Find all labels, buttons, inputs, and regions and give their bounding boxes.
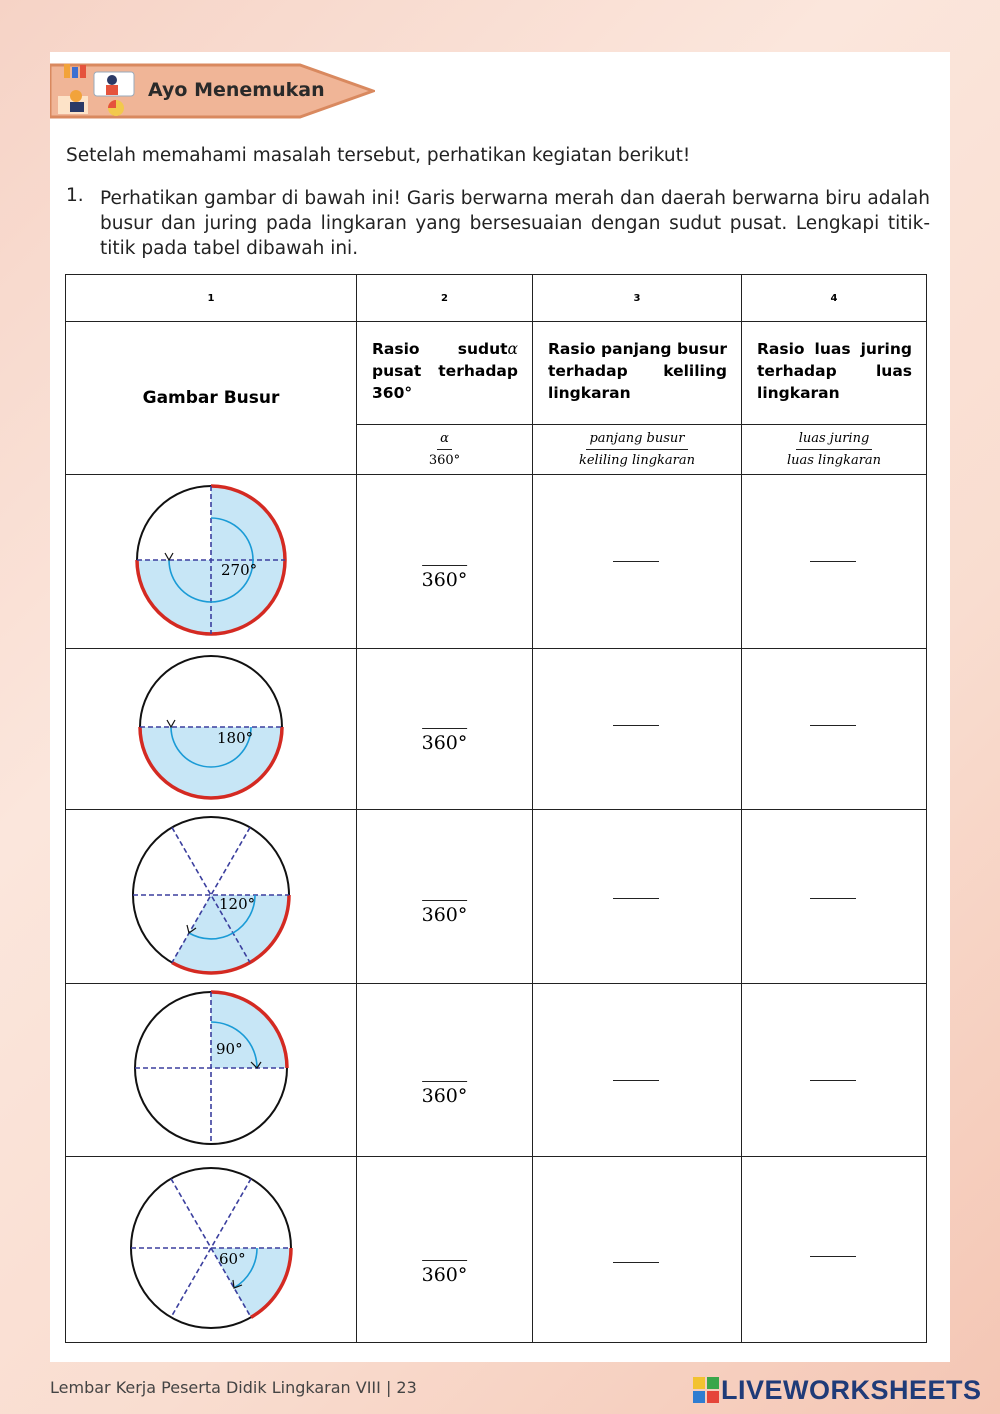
formula-numerator: panjang busur [586, 431, 687, 450]
answer-blank[interactable] [613, 898, 659, 899]
angle-label: 60° [219, 1249, 246, 1268]
formula-numerator: luas juring [796, 431, 873, 450]
formula-denominator: keliling lingkaran [578, 453, 695, 468]
answer-blank[interactable] [810, 898, 856, 899]
answer-cell-busur[interactable] [533, 649, 742, 810]
answer-cell-busur[interactable] [533, 475, 742, 649]
column-number: 3 [533, 275, 742, 322]
denominator-360: 360° [422, 728, 468, 754]
answer-blank[interactable] [613, 561, 659, 562]
answer-blank[interactable] [810, 561, 856, 562]
formula-juring [742, 425, 927, 475]
liveworksheets-icon [693, 1377, 719, 1403]
answer-blank[interactable] [613, 1262, 659, 1263]
table-row [66, 475, 927, 649]
column-number: 4 [742, 275, 927, 322]
header-row [66, 322, 927, 425]
answer-blank[interactable] [810, 1256, 856, 1257]
answer-cell-juring[interactable] [742, 475, 927, 649]
answer-cell-sudut [357, 649, 533, 810]
banner-title: Ayo Menemukan [148, 79, 325, 101]
arrow-icon [167, 720, 175, 727]
answer-blank[interactable] [613, 1080, 659, 1081]
liveworksheets-logo [693, 1374, 982, 1406]
angle-label: 120° [219, 894, 256, 913]
formula-denominator: luas lingkaran [786, 453, 882, 468]
answer-blank[interactable] [810, 1080, 856, 1081]
formula-denominator: 360° [428, 453, 461, 468]
answer-cell-sudut [357, 984, 533, 1157]
header-gambar-busur: Gambar Busur [66, 322, 357, 475]
formula-busur [533, 425, 742, 475]
table-row [66, 810, 927, 984]
footer-text: Lembar Kerja Peserta Didik Lingkaran VIII | 23 [50, 1378, 417, 1397]
header-panjang-busur: Rasio panjang busur terhadap keliling lingkaran [533, 322, 742, 425]
circle-figure-120 [129, 813, 293, 977]
answer-cell-busur[interactable] [533, 1157, 742, 1343]
column-number: 1 [66, 275, 357, 322]
denominator-360: 360° [422, 1260, 468, 1286]
header-sudut-pusat [357, 322, 533, 425]
column-number-row [66, 275, 927, 322]
denominator-360: 360° [422, 1081, 468, 1107]
arc-figure-cell [66, 649, 357, 810]
alpha-symbol: α [507, 340, 518, 358]
answer-cell-juring[interactable] [742, 649, 927, 810]
answer-cell-busur[interactable] [533, 984, 742, 1157]
answer-cell-busur[interactable] [533, 810, 742, 984]
intro-text: Setelah memahami masalah tersebut, perhatikan kegiatan berikut! [66, 145, 691, 166]
ratio-table [65, 274, 927, 1343]
denominator-360: 360° [422, 900, 468, 926]
angle-label: 270° [221, 560, 258, 579]
header-luas-juring: Rasio luas juring terhadap luas lingkaran [742, 322, 927, 425]
table-row [66, 649, 927, 810]
formula-sudut [357, 425, 533, 475]
answer-blank[interactable] [613, 725, 659, 726]
circle-figure-180 [135, 651, 287, 803]
column-number: 2 [357, 275, 533, 322]
table-row [66, 1157, 927, 1343]
answer-cell-sudut [357, 475, 533, 649]
circle-figure-90 [131, 988, 291, 1148]
table-row [66, 984, 927, 1157]
question-number: 1. [66, 185, 84, 206]
arc-figure-cell [66, 1157, 357, 1343]
angle-label: 90° [216, 1040, 243, 1058]
angle-label: 180° [217, 729, 254, 747]
arrow-icon [165, 553, 173, 560]
arc-figure-cell [66, 810, 357, 984]
header-sudut-pusat-label: Rasio sudut pusat terhadap 360° [372, 340, 518, 402]
formula-numerator: α [437, 431, 452, 450]
answer-blank[interactable] [810, 725, 856, 726]
answer-cell-sudut [357, 810, 533, 984]
denominator-360: 360° [422, 565, 468, 591]
answer-cell-juring[interactable] [742, 984, 927, 1157]
answer-cell-juring[interactable] [742, 1157, 927, 1343]
answer-cell-sudut [357, 1157, 533, 1343]
question-text: Perhatikan gambar di bawah ini! Garis berwarna merah dan daerah berwarna biru adalah busur dan juring pada lingkaran yang bersesuaian dengan sudut pusat. Lengkapi titik-titik pada tabel dibawah ini. [100, 188, 930, 259]
circle-figure-270 [131, 480, 291, 640]
answer-cell-juring[interactable] [742, 810, 927, 984]
arc-figure-cell [66, 984, 357, 1157]
arc-figure-cell [66, 475, 357, 649]
circle-figure-60 [128, 1165, 294, 1331]
liveworksheets-wordmark: LIVEWORKSHEETS [721, 1374, 982, 1405]
